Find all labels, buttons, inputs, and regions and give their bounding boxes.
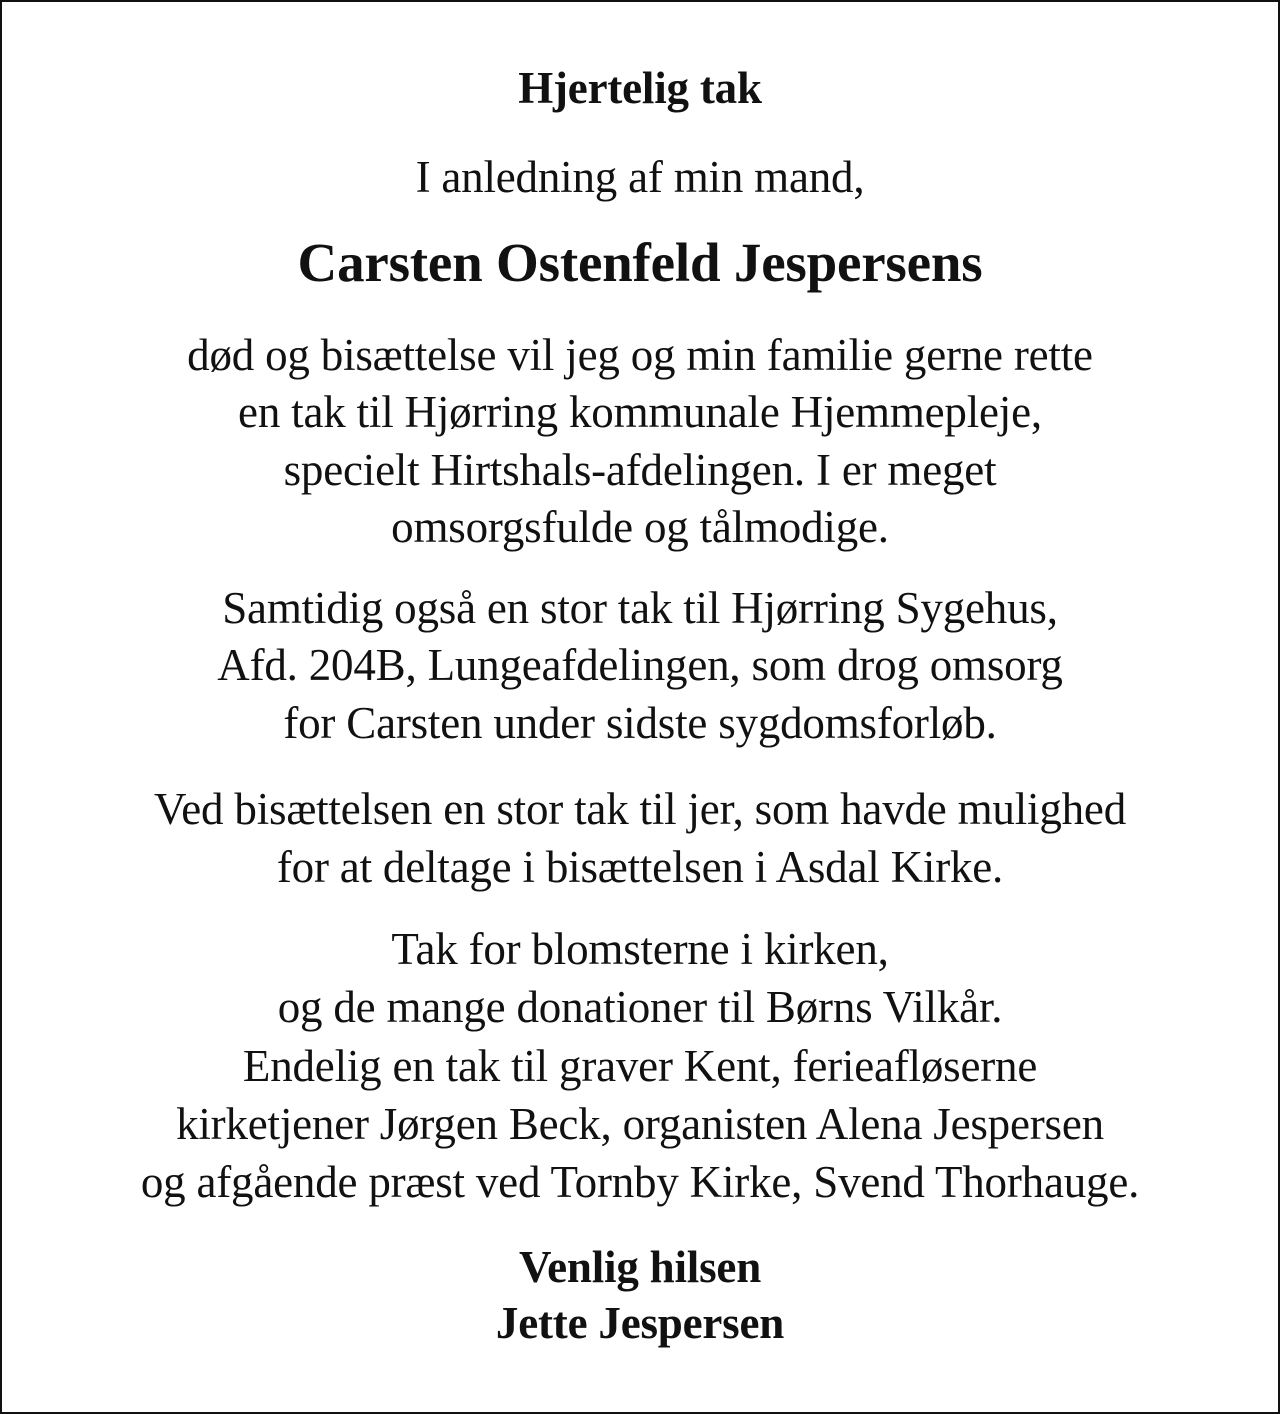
text-line: Endelig en tak til graver Kent, ferieafløserne [242,1041,1038,1091]
text-line: for Carsten under sidste sygdomsforløb. [283,698,997,748]
text-line: kirketjener Jørgen Beck, organisten Alena Jespersen [176,1099,1104,1149]
intro-line: I anledning af min mand, [415,152,865,202]
notice-heading: Hjertelig tak [518,63,762,113]
text-line: Afd. 204B, Lungeafdelingen, som drog omsorg [217,640,1063,690]
text-line: Tak for blomsterne i kirken, [391,924,889,974]
text-line: død og bisættelse vil jeg og min familie gerne rette [187,330,1093,380]
text-line: og de mange donationer til Børns Vilkår. [277,982,1003,1032]
deceased-name: Carsten Ostenfeld Jespersens [297,232,983,293]
text-line: omsorgsfulde og tålmodige. [391,502,889,552]
text-line: en tak til Hjørring kommunale Hjemmepleje, [238,387,1042,437]
closing-greeting: Venlig hilsen [518,1242,762,1292]
text-line: specielt Hirtshals-afdelingen. I er meget [283,445,997,495]
text-line: for at deltage i bisættelsen i Asdal Kirke. [276,842,1004,892]
signature: Jette Jespersen [495,1298,785,1348]
text-line: Samtidig også en stor tak til Hjørring Sygehus, [222,583,1058,633]
text-line: Ved bisættelsen en stor tak til jer, som havde mulighed [153,784,1127,834]
text-line: og afgående præst ved Tornby Kirke, Svend Thorhauge. [140,1157,1140,1207]
